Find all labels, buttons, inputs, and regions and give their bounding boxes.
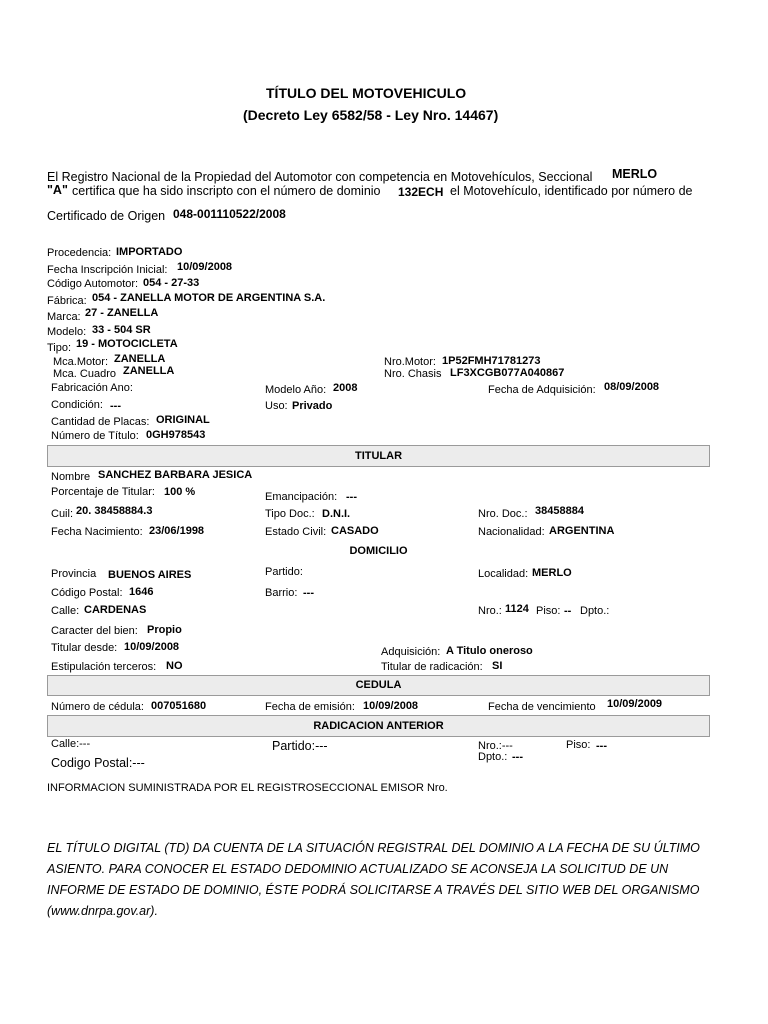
section-domicilio-label: DOMICILIO [349,545,408,557]
procedencia-value: IMPORTADO [116,246,183,258]
emancipacion-label: Emancipación: [265,491,338,503]
codigo-automotor-label: Código Automotor: [47,278,139,290]
nro-motor-label: Nro.Motor: [384,356,436,368]
estipulacion-value: NO [166,660,183,672]
fabrica-label: Fábrica: [47,295,87,307]
fecha-inscripcion-value: 10/09/2008 [177,261,233,273]
estado-civil-label: Estado Civil: [265,526,327,538]
uso-label: Uso: [265,400,288,412]
localidad-label: Localidad: [478,568,529,580]
dpto-label: Dpto.: [580,605,610,617]
codigo-automotor-value: 054 - 27-33 [143,277,200,289]
nro-chasis-value: LF3XCGB077A040867 [450,367,565,379]
tipo-doc-label: Tipo Doc.: [265,508,315,520]
tipo-label: Tipo: [47,342,72,354]
tipo-doc-value: D.N.I. [322,508,351,520]
calle-label: Calle: [51,605,80,617]
radicacion-label: Titular de radicación: [381,661,483,673]
info-emisor: INFORMACION SUMINISTRADA POR EL REGISTROSECCIONAL EMISOR Nro. [47,782,448,794]
titular-desde-label: Titular desde: [51,642,118,654]
nro-doc-value: 38458884 [535,505,584,517]
cedula-vencimiento-value: 10/09/2009 [607,698,663,710]
partido-label: Partido: [265,566,303,578]
intro-line-2a: certifica que ha sido inscripto con el número de dominio [72,184,381,198]
porcentaje-value: 100 % [164,486,196,498]
nro-value: 1124 [505,603,529,615]
section-radicacion-anterior [47,715,710,737]
fecha-nacimiento-label: Fecha Nacimiento: [51,526,143,538]
barrio-label: Barrio: [265,587,298,599]
cert-origen-value: 048-001110522/2008 [173,207,286,221]
cedula-emision-label: Fecha de emisión: [265,701,355,713]
intro-line-2b: el Motovehículo, identificado por número de [450,184,693,198]
cuil-label: Cuil: [51,508,74,520]
mca-motor-value: ZANELLA [114,353,166,365]
seccional-value: MERLO [612,167,658,181]
modelo-value: 33 - 504 SR [92,324,151,336]
fabricacion-label: Fabricación Ano: [51,382,133,394]
nro-doc-label: Nro. Doc.: [478,508,528,520]
fabrica-value: 054 - ZANELLA MOTOR DE ARGENTINA S.A. [92,292,326,304]
nacionalidad-label: Nacionalidad: [478,526,545,538]
cedula-vencimiento-label: Fecha de vencimiento [488,701,596,713]
rad-dpto-value: --- [512,751,523,763]
tipo-value: 19 - MOTOCICLETA [76,338,178,350]
section-cedula [47,675,710,696]
section-radicacion-anterior-label: RADICACION ANTERIOR [313,720,444,732]
legal-notice: EL TÍTULO DIGITAL (TD) DA CUENTA DE LA SITUACIÓN REGISTRAL DEL DOMINIO A LA FECHA DE SU ÚLTIMO ASIENTO. PARA CONOCER EL ESTADO DEDOMINIO ACTUALIZADO SE ACONSEJA LA SOLICITUD DE UN INFORME DE ESTADO DE DOMINIO, ÉSTE PODRÁ SOLICITARSE A TRAVÉS DEL SITIO WEB DEL ORGANISMO (www.dnrpa.gov.ar). [47,841,700,918]
rad-calle: Calle:--- [51,738,91,750]
estipulacion-label: Estipulación terceros: [51,661,157,673]
barrio-value: --- [303,587,314,599]
cedula-numero-value: 007051680 [151,700,207,712]
mca-motor-label: Mca.Motor: [53,356,109,368]
cedula-emision-value: 10/09/2008 [363,700,419,712]
section-titular [47,445,710,467]
marca-value: 27 - ZANELLA [85,307,159,319]
cedula-numero-label: Número de cédula: [51,701,144,713]
rad-dpto-label: Dpto.: [478,751,508,763]
adquisicion-label: Adquisición: [381,646,441,658]
uso-value: Privado [292,400,333,412]
rad-nro: Nro.:--- [478,740,513,752]
codigo-postal-label: Código Postal: [51,587,123,599]
intro-line-1: El Registro Nacional de la Propiedad del Automotor con competencia en Motovehículos, Seccional [47,170,593,184]
fecha-nacimiento-value: 23/06/1998 [149,525,205,537]
nacionalidad-value: ARGENTINA [549,525,615,537]
porcentaje-label: Porcentaje de Titular: [51,486,155,498]
procedencia-label: Procedencia: [47,247,112,259]
nombre-label: Nombre [51,471,91,483]
piso-label: Piso: [536,605,561,617]
adquisicion-value: A Titulo oneroso [446,645,533,657]
nombre-value: SANCHEZ BARBARA JESICA [98,469,253,481]
cuil-value: 20. 38458884.3 [76,505,153,517]
titular-desde-value: 10/09/2008 [124,641,180,653]
condicion-label: Condición: [51,399,103,411]
section-domicilio [47,541,710,561]
modelo-ano-value: 2008 [333,382,358,394]
placas-label: Cantidad de Placas: [51,416,150,428]
provincia-label: Provincia [51,568,97,580]
titulo-value: 0GH978543 [146,429,206,441]
nro-label: Nro.: [478,605,502,617]
section-cedula-label: CEDULA [355,679,402,691]
rad-piso-label: Piso: [566,739,591,751]
dominio-value: 132ECH [398,185,444,199]
rad-piso-value: --- [596,740,607,752]
codigo-postal-value: 1646 [129,586,154,598]
localidad-value: MERLO [532,567,572,579]
calle-value: CARDENAS [84,604,147,616]
section-titular-label: TITULAR [354,450,403,462]
marca-label: Marca: [47,311,81,323]
mca-cuadro-label: Mca. Cuadro [53,368,116,380]
rad-partido: Partido:--- [272,739,328,753]
nro-motor-value: 1P52FMH71781273 [442,355,541,367]
placas-value: ORIGINAL [156,414,210,426]
fecha-inscripcion-label: Fecha Inscripción Inicial: [47,264,168,276]
nro-chasis-label: Nro. Chasis [384,368,442,380]
modelo-ano-label: Modelo Año: [265,384,327,396]
condicion-value: --- [110,400,121,412]
piso-value: -- [564,605,572,617]
rad-codigo-postal: Codigo Postal:--- [51,756,145,770]
caracter-value: Propio [147,624,182,636]
emancipacion-value: --- [346,491,357,503]
mca-cuadro-value: ZANELLA [123,365,175,377]
estado-civil-value: CASADO [331,525,379,537]
modelo-label: Modelo: [47,326,87,338]
titulo-label: Número de Título: [51,430,139,442]
fecha-adquisicion-value: 08/09/2008 [604,381,660,393]
document-title: TÍTULO DEL MOTOVEHICULO [266,85,467,101]
radicacion-value: SI [492,660,503,672]
fecha-adquisicion-label: Fecha de Adquisición: [488,384,596,396]
seccional-letter: "A" [47,183,68,197]
cert-origen-label: Certificado de Origen [47,209,166,223]
document-subtitle: (Decreto Ley 6582/58 - Ley Nro. 14467) [243,107,499,123]
caracter-label: Caracter del bien: [51,625,138,637]
provincia-value: BUENOS AIRES [108,569,192,581]
